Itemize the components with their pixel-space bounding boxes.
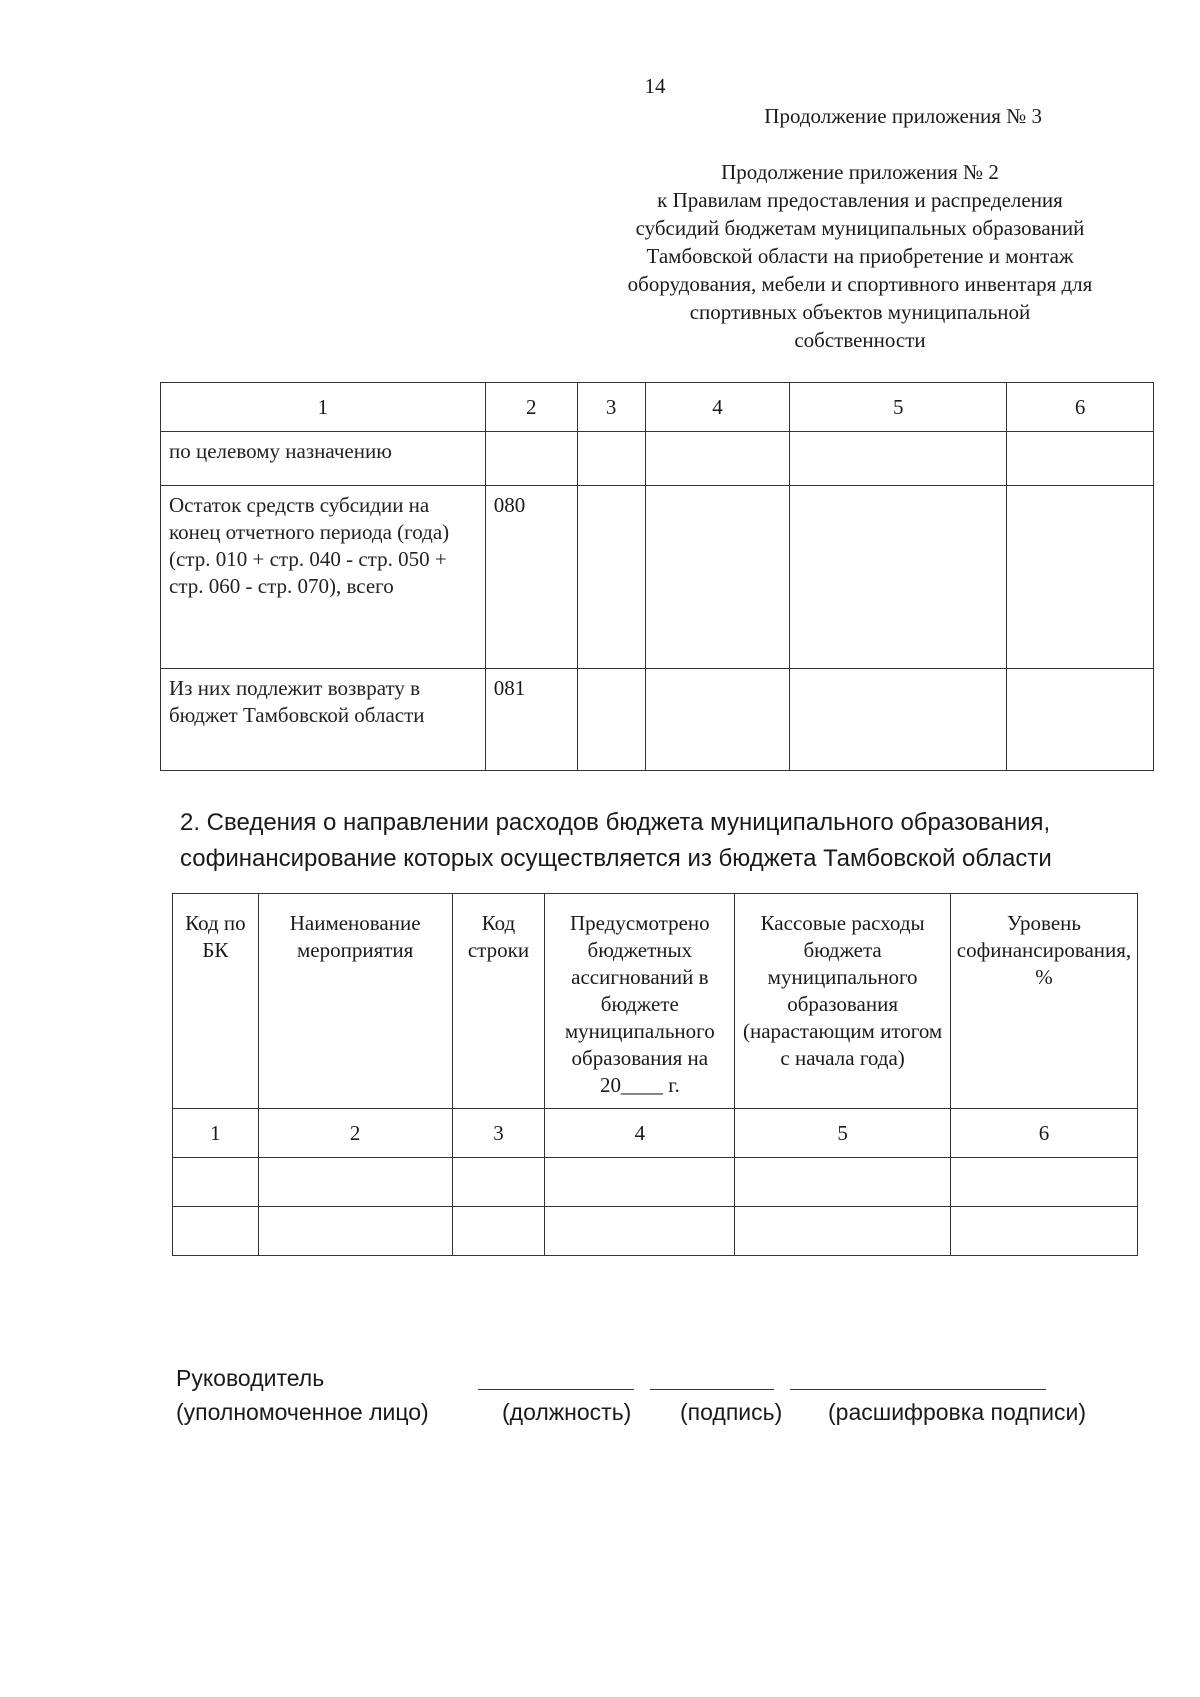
- appendix2-line: спортивных объектов муниципальной: [689, 300, 1031, 324]
- table-header-cell: Уровень софинансирования, %: [950, 894, 1137, 1109]
- table-header-row: [161, 383, 1154, 432]
- column-number: 3: [452, 1109, 545, 1158]
- row-code: [485, 432, 577, 486]
- table-cell: [258, 1207, 452, 1256]
- table-cell: [577, 669, 645, 771]
- table-cell: [790, 669, 1007, 771]
- table-header-cell: 3: [577, 383, 645, 432]
- column-number: 6: [950, 1109, 1137, 1158]
- appendix2-heading: [580, 158, 1140, 354]
- expenditure-table: [172, 893, 1138, 1256]
- table-header-cell: 4: [645, 383, 790, 432]
- subsidy-table: [160, 382, 1154, 771]
- appendix3-heading: Продолжение приложения № 3: [764, 104, 1042, 128]
- sign-line: [650, 1389, 774, 1390]
- appendix2-line: собственности: [794, 328, 926, 352]
- column-number: 4: [545, 1109, 735, 1158]
- table-cell: [1007, 486, 1154, 669]
- table-cell: [173, 1207, 259, 1256]
- signature-transcript: (расшифровка подписи): [828, 1399, 1086, 1425]
- transcript-line: [790, 1389, 1046, 1390]
- table-cell: [950, 1207, 1137, 1256]
- table-cell: [1007, 432, 1154, 486]
- table-header-cell: 5: [790, 383, 1007, 432]
- appendix2-line: к Правилам предоставления и распределения: [657, 188, 1063, 212]
- table-header-cell: 6: [1007, 383, 1154, 432]
- table-cell: [545, 1158, 735, 1207]
- position-line: [478, 1389, 634, 1390]
- column-number: 2: [258, 1109, 452, 1158]
- table-cell: [173, 1158, 259, 1207]
- table-cell: [950, 1158, 1137, 1207]
- row-label: по целевому назначению: [161, 432, 486, 486]
- row-label: Остаток средств субсидии на конец отчетного периода (года) (стр. 010 + стр. 040 - стр. 050 + стр. 060 - стр. 070), всего: [161, 486, 486, 669]
- table-row: [173, 1158, 1138, 1207]
- table-cell: [577, 432, 645, 486]
- row-code: 081: [485, 669, 577, 771]
- row-label: Из них подлежит возврату в бюджет Тамбовской области: [161, 669, 486, 771]
- column-number: 1: [173, 1109, 259, 1158]
- table-header-cell: Кассовые расходы бюджета муниципального образования (нарастающим итогом с начала года): [735, 894, 951, 1109]
- appendix2-line: субсидий бюджетам муниципальных образований: [635, 216, 1085, 240]
- table-header-cell: Наименование мероприятия: [258, 894, 452, 1109]
- signature-title: Руководитель: [176, 1365, 325, 1391]
- table-cell: [545, 1207, 735, 1256]
- table-cell: [1007, 669, 1154, 771]
- table-cell: [735, 1158, 951, 1207]
- table-cell: [452, 1158, 545, 1207]
- table-cell: [645, 486, 790, 669]
- table-row: [161, 432, 1154, 486]
- table-cell: [577, 486, 645, 669]
- table-row: [161, 669, 1154, 771]
- appendix2-line: Тамбовской области на приобретение и монтаж: [646, 244, 1074, 268]
- column-number: 5: [735, 1109, 951, 1158]
- table-header-cell: 2: [485, 383, 577, 432]
- table-row: [161, 486, 1154, 669]
- column-number-row: [173, 1109, 1138, 1158]
- table-header-cell: Предусмотрено бюджетных ассигнований в бюджете муниципального образования на 20____ г.: [545, 894, 735, 1109]
- table-header-row: [173, 894, 1138, 1109]
- table-cell: [645, 432, 790, 486]
- table-row: [173, 1207, 1138, 1256]
- signature-block: [176, 1365, 1176, 1433]
- table-cell: [790, 486, 1007, 669]
- table-cell: [258, 1158, 452, 1207]
- page-number: 14: [644, 74, 666, 98]
- row-code: 080: [485, 486, 577, 669]
- table-cell: [452, 1207, 545, 1256]
- signature-position: (должность): [502, 1399, 632, 1425]
- signature-sign: (подпись): [680, 1399, 783, 1425]
- table-header-cell: 1: [161, 383, 486, 432]
- appendix2-line: оборудования, мебели и спортивного инвентаря для: [627, 272, 1093, 296]
- table-header-cell: Код по БК: [173, 894, 259, 1109]
- signature-authorized: (уполномоченное лицо): [176, 1399, 429, 1425]
- table-cell: [790, 432, 1007, 486]
- appendix2-line: Продолжение приложения № 2: [721, 160, 999, 184]
- table-header-cell: Код строки: [452, 894, 545, 1109]
- table-cell: [645, 669, 790, 771]
- table-cell: [735, 1207, 951, 1256]
- section-2-title: 2. Сведения о направлении расходов бюджета муниципального образования, софинансирование которых осуществляется из бюджета Тамбовской области: [180, 809, 1052, 872]
